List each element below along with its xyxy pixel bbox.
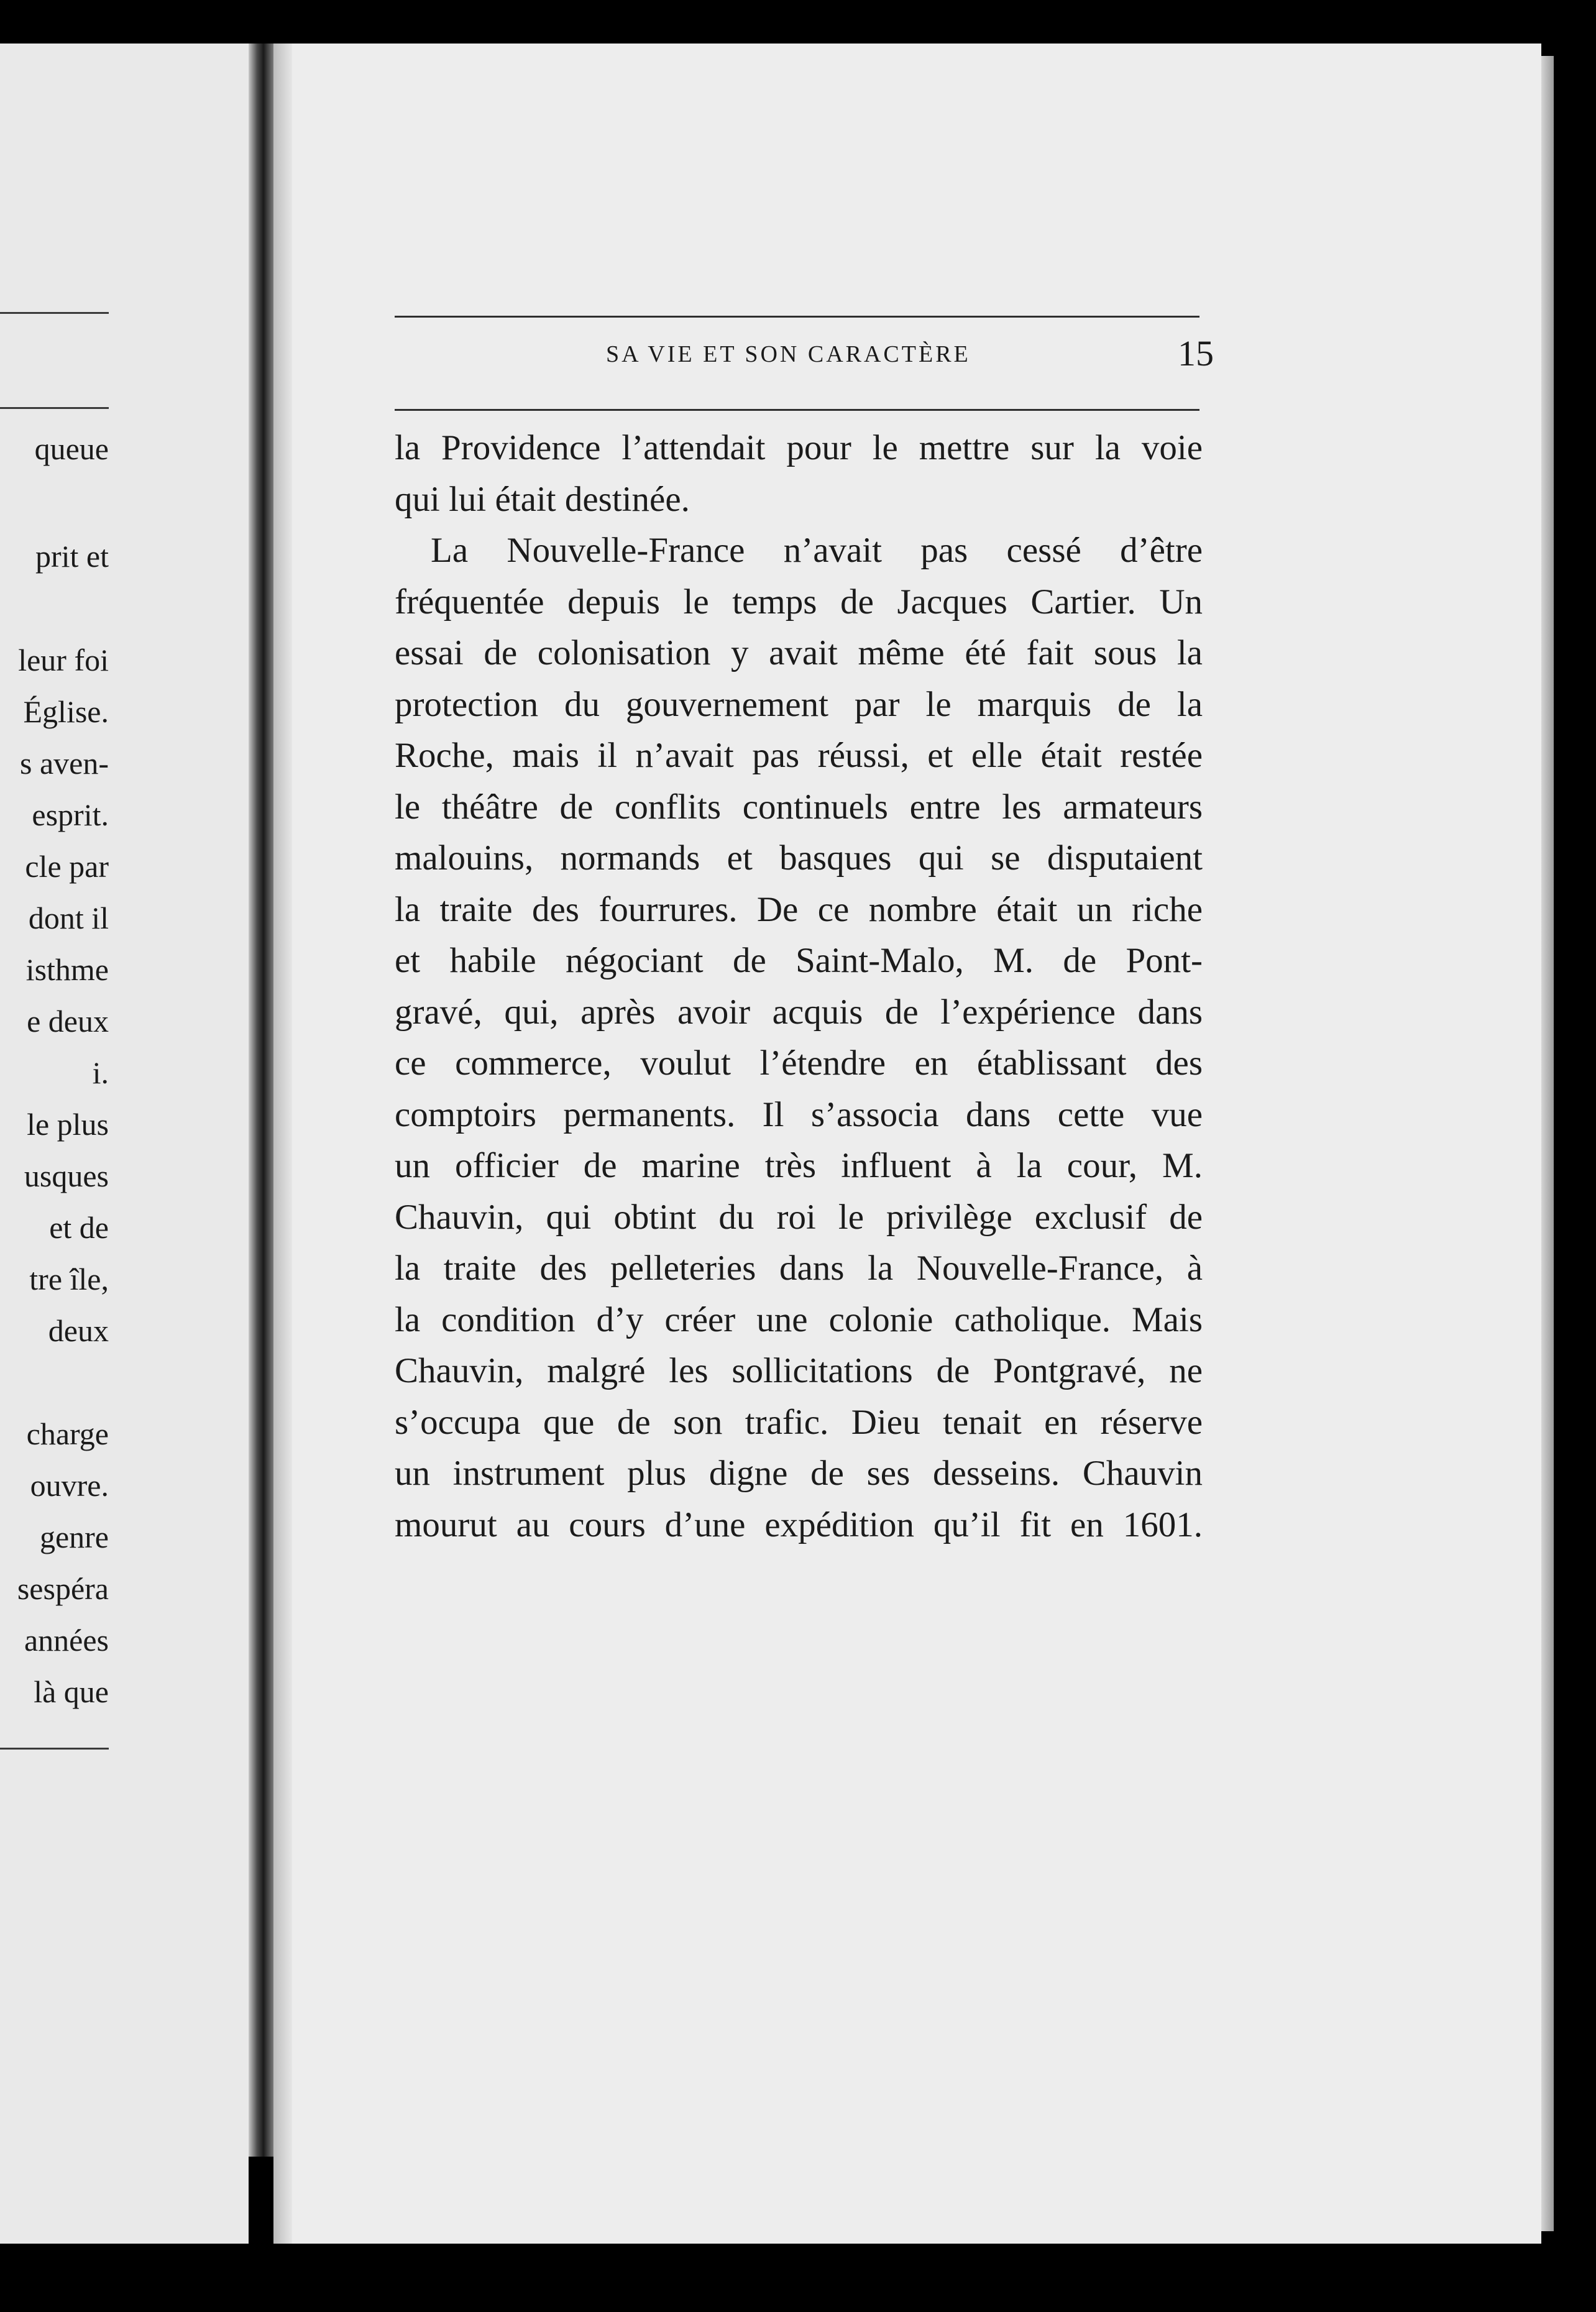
text-line: mourut au cours d’une expédition qu’il fit en 1601. xyxy=(395,1505,1203,1544)
left-bottom-rule xyxy=(0,1748,109,1750)
text-line: et habile négociant de Saint-Malo, M. de Pont- xyxy=(395,941,1203,980)
left-top-rule xyxy=(0,312,109,314)
left-line: dont il xyxy=(28,901,109,935)
left-line: s aven- xyxy=(20,746,109,781)
left-line: e deux xyxy=(27,1004,109,1039)
left-line: cle par xyxy=(25,849,109,884)
body-text xyxy=(395,423,1203,1551)
text-line: gravé, qui, après avoir acquis de l’expérience dans xyxy=(395,992,1203,1032)
left-line: tre île, xyxy=(29,1262,109,1296)
left-line: i. xyxy=(92,1055,109,1090)
text-line: qui lui était destinée. xyxy=(395,479,690,519)
left-line: ouvre. xyxy=(30,1468,109,1503)
left-line: là que xyxy=(34,1674,109,1709)
left-line: charge xyxy=(26,1416,109,1451)
left-line: le plus xyxy=(27,1107,109,1142)
page-number: 15 xyxy=(1178,333,1214,374)
text-line: la traite des pelleteries dans la Nouvelle-France, à xyxy=(395,1249,1203,1288)
left-line: prit et xyxy=(35,539,109,574)
gutter-shadow xyxy=(273,44,292,2244)
text-line: s’occupa que de son trafic. Dieu tenait en réserve xyxy=(395,1402,1203,1442)
left-line: et de xyxy=(49,1210,109,1245)
left-line: années xyxy=(24,1623,109,1658)
left-line: queue xyxy=(34,431,109,466)
left-line: isthme xyxy=(25,952,109,987)
text-line: la traite des fourrures. De ce nombre était un riche xyxy=(395,889,1203,929)
book-binding xyxy=(249,44,273,2157)
left-line: sespéra xyxy=(17,1571,109,1606)
running-head: SA VIE ET SON CARACTÈRE xyxy=(606,341,971,367)
page-edge xyxy=(1541,56,1554,2231)
left-line: Église. xyxy=(23,694,109,729)
header-rule xyxy=(395,409,1199,411)
text-line: comptoirs permanents. Il s’associa dans cette vue xyxy=(395,1094,1203,1134)
left-header-rule xyxy=(0,407,109,409)
left-facing-page xyxy=(0,44,249,2244)
left-line: usques xyxy=(24,1158,109,1193)
text-line: Chauvin, malgré les sollicitations de Pontgravé, ne xyxy=(395,1351,1203,1390)
left-line: leur foi xyxy=(18,643,109,677)
text-line: la condition d’y créer une colonie catholique. Mais xyxy=(395,1300,1203,1339)
text-line: un instrument plus digne de ses desseins. Chauvin xyxy=(395,1454,1203,1493)
text-line: le théâtre de conflits continuels entre les armateurs xyxy=(395,787,1203,827)
book-page xyxy=(292,44,1541,2244)
text-line: Chauvin, qui obtint du roi le privilège exclusif de xyxy=(395,1197,1203,1237)
top-rule xyxy=(395,316,1199,318)
text-line: malouins, normands et basques qui se disputaient xyxy=(395,838,1203,878)
text-line: un officier de marine très influent à la cour, M. xyxy=(395,1146,1203,1185)
text-line: fréquentée depuis le temps de Jacques Cartier. Un xyxy=(395,582,1203,622)
left-line: genre xyxy=(39,1520,109,1554)
left-line: esprit. xyxy=(32,797,109,832)
text-line: la Providence l’attendait pour le mettre sur la voie xyxy=(395,428,1203,467)
text-line: protection du gouvernement par le marquis de la xyxy=(395,684,1203,724)
text-line: ce commerce, voulut l’étendre en établissant des xyxy=(395,1044,1203,1083)
text-line: Roche, mais il n’avait pas réussi, et elle était restée xyxy=(395,736,1203,775)
left-line: deux xyxy=(48,1313,109,1348)
text-line: essai de colonisation y avait même été fait sous la xyxy=(395,633,1203,672)
text-line: La Nouvelle-France n’avait pas cessé d’être xyxy=(431,531,1203,570)
